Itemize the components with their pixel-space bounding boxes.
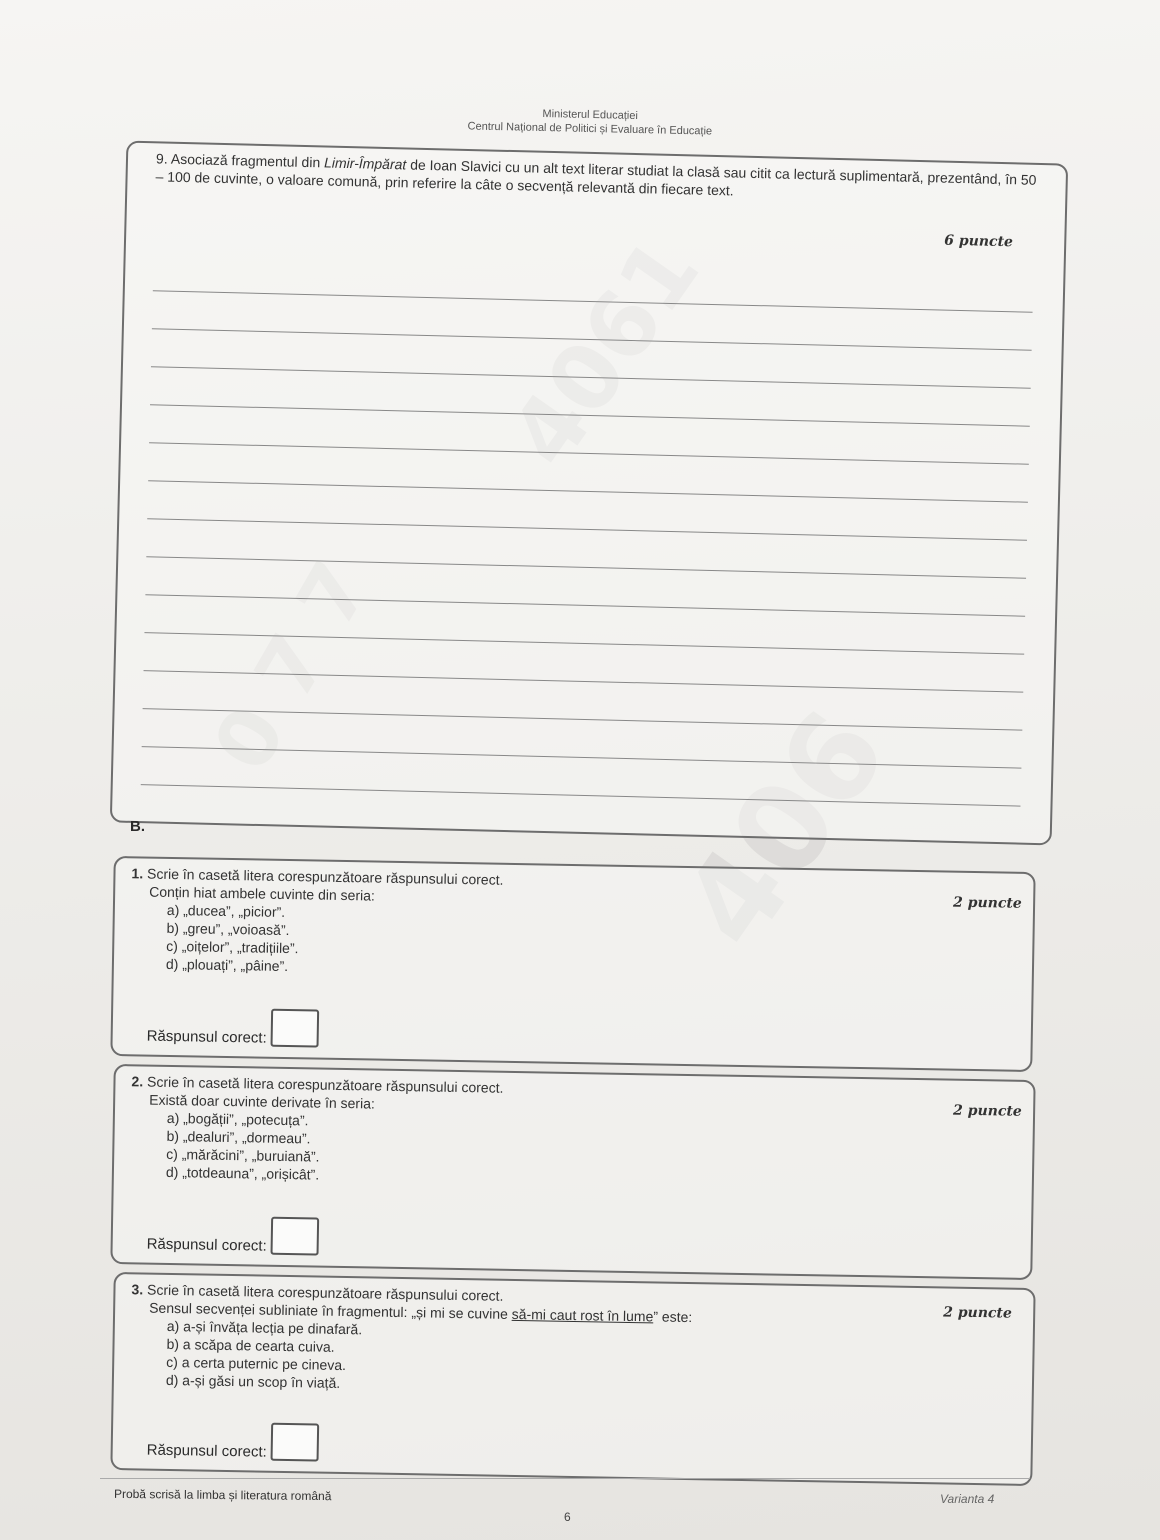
option-b: b) „dealuri”, „dormeau”. bbox=[166, 1127, 311, 1147]
answer-row bbox=[147, 1215, 320, 1256]
header-center: Centrul Național de Politici și Evaluare în Educație bbox=[467, 120, 713, 138]
question-sub: Există doar cuvinte derivate în seria: bbox=[149, 1091, 375, 1112]
underlined-sequence: să-mi caut rost în lume bbox=[511, 1305, 654, 1325]
answer-row bbox=[147, 1007, 320, 1048]
answer-box[interactable] bbox=[271, 1009, 320, 1048]
answer-box[interactable] bbox=[271, 1423, 320, 1462]
question-1-box bbox=[110, 856, 1035, 1072]
points-label: 2 puncte bbox=[952, 1102, 1022, 1120]
option-b: b) „greu”, „voioasă”. bbox=[166, 919, 290, 939]
question-sub: Conțin hiat ambele cuvinte din seria: bbox=[149, 883, 375, 904]
question-2-stem bbox=[130, 1072, 912, 1194]
answer-lines[interactable] bbox=[141, 253, 1034, 806]
question-number: 1. bbox=[131, 865, 144, 882]
answer-label: Răspunsul corect: bbox=[146, 1027, 267, 1047]
footer-divider bbox=[100, 1478, 1030, 1479]
question-3-stem bbox=[130, 1280, 932, 1402]
answer-label: Răspunsul corect: bbox=[146, 1235, 267, 1255]
question-sub-b: ” este: bbox=[653, 1308, 693, 1326]
question-instruction: Scrie în casetă litera corespunzătoare răspunsului corect. bbox=[146, 1281, 504, 1304]
option-c: c) „oițelor”, „tradițiile”. bbox=[166, 937, 299, 957]
question-9-box bbox=[110, 141, 1068, 846]
question-number: 9. bbox=[155, 150, 168, 167]
question-sub-a: Sensul secvenței subliniate în fragmentul: „și mi se cuvine bbox=[149, 1299, 512, 1322]
points-label: 2 puncte bbox=[952, 894, 1022, 912]
answer-box[interactable] bbox=[271, 1217, 320, 1256]
question-1-stem bbox=[130, 864, 912, 986]
question-9-text-a: Asociază fragmentul din bbox=[170, 150, 325, 171]
answer-row bbox=[147, 1421, 320, 1462]
question-2-box bbox=[110, 1064, 1035, 1280]
option-d: d) „totdeauna”, „orișicât”. bbox=[165, 1163, 320, 1183]
page-header bbox=[380, 104, 800, 141]
question-number: 2. bbox=[131, 1073, 144, 1090]
question-9-text bbox=[155, 149, 1046, 207]
question-9-text-b: de Ioan Slavici cu un alt text literar studiat la clasă sau citit ca lectură suplimentară, prezentând, în 50 – 100 de cuvinte, o valoare comună, prin referire la câte o secvență relevantă din fiecare text. bbox=[155, 156, 1037, 199]
option-a: a) „bogății”, „potecuța”. bbox=[166, 1109, 309, 1129]
footer-exam-name: Probă scrisă la limba și literatura română bbox=[113, 1486, 332, 1504]
option-c: c) „mărăcini”, „buruiană”. bbox=[166, 1145, 320, 1165]
option-c: c) a certa puternic pe cineva. bbox=[166, 1353, 347, 1374]
points-label: 6 puncte bbox=[944, 232, 1014, 251]
points-label: 2 puncte bbox=[943, 1304, 1013, 1322]
option-d: d) „plouați”, „pâine”. bbox=[165, 955, 289, 975]
header-ministry: Ministerul Educației bbox=[542, 108, 638, 122]
option-a: a) a-și învăța lecția pe dinafară. bbox=[166, 1317, 363, 1338]
question-instruction: Scrie în casetă litera corespunzătoare răspunsului corect. bbox=[146, 865, 504, 888]
work-title: Limir-Împărat bbox=[323, 154, 407, 173]
question-3-box bbox=[110, 1272, 1035, 1486]
page-number: 6 bbox=[564, 1510, 571, 1524]
answer-label: Răspunsul corect: bbox=[146, 1441, 267, 1461]
section-b-title: B. bbox=[130, 818, 145, 835]
option-d: d) a-și găsi un scop în viață. bbox=[165, 1371, 341, 1391]
option-b: b) a scăpa de cearta cuiva. bbox=[166, 1335, 335, 1355]
option-a: a) „ducea”, „picior”. bbox=[166, 901, 286, 920]
question-instruction: Scrie în casetă litera corespunzătoare răspunsului corect. bbox=[146, 1073, 504, 1096]
question-number: 3. bbox=[131, 1281, 144, 1298]
footer-variant: Varianta 4 bbox=[940, 1492, 995, 1506]
